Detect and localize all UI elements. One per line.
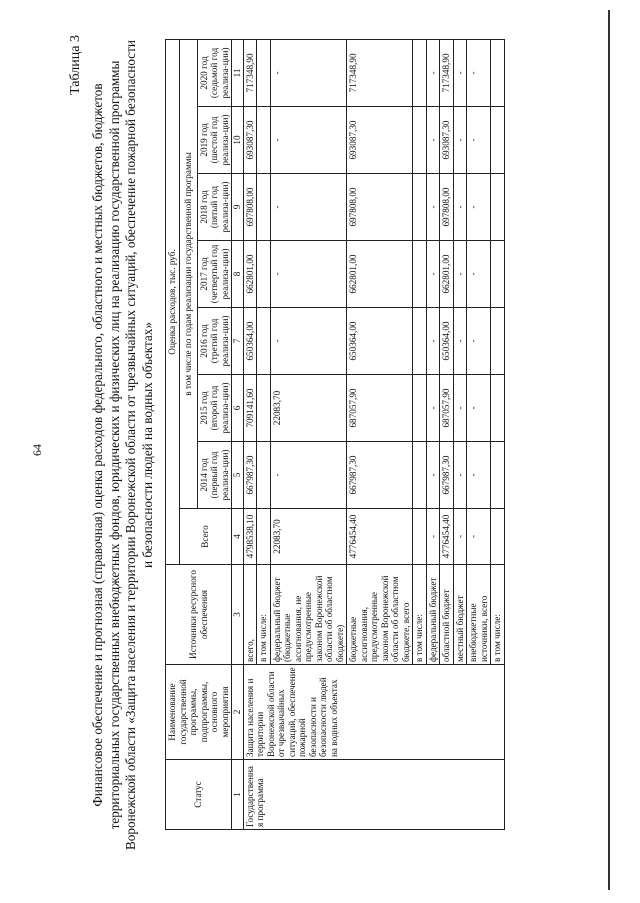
year-value-cell: - xyxy=(467,241,491,308)
program-status-cell: Государственная программа xyxy=(243,760,504,830)
total-value-cell xyxy=(491,509,505,565)
year-value-cell xyxy=(257,442,271,509)
year-value-cell xyxy=(491,375,505,442)
column-number-row xyxy=(232,39,244,829)
year-value-cell xyxy=(257,39,271,106)
year-value-cell: 662801,00 xyxy=(243,241,257,308)
funding-source-cell: федеральный бюджет xyxy=(426,565,440,665)
table-label: Таблица 3 xyxy=(68,35,83,95)
year-value-cell: 717348,90 xyxy=(440,39,454,106)
year-value-cell: 717348,90 xyxy=(243,39,257,106)
program-name-cell: Защита населения и территории Воронежской области от чрезвычайных ситуаций, обеспечение пожарной безопасности и безопасности людей на водных объектах xyxy=(243,665,504,760)
header-year: 2018 год (пятый год реализа-ции) xyxy=(197,174,232,241)
year-value-cell xyxy=(491,174,505,241)
year-value-cell: 667987,30 xyxy=(347,442,413,509)
year-value-cell: - xyxy=(467,442,491,509)
column-number: 6 xyxy=(232,375,244,442)
funding-source-cell: всего, xyxy=(243,565,257,665)
year-value-cell: - xyxy=(426,442,440,509)
year-value-cell: 693087,30 xyxy=(347,107,413,174)
scan-edge-line xyxy=(608,10,610,890)
year-value-cell: - xyxy=(453,107,467,174)
header-sources: Источники ресурсного обеспечения xyxy=(166,565,232,665)
year-value-cell: - xyxy=(453,375,467,442)
funding-source-cell: местный бюджет xyxy=(453,565,467,665)
funding-source-cell: внебюджетные источники, всего xyxy=(467,565,491,665)
header-year: 2015 год (второй год реализа-ции) xyxy=(197,375,232,442)
year-value-cell xyxy=(491,39,505,106)
year-value-cell xyxy=(491,308,505,375)
total-value-cell: - xyxy=(453,509,467,565)
year-value-cell xyxy=(257,174,271,241)
page-number: 64 xyxy=(30,444,44,456)
year-value-cell: 697808,00 xyxy=(440,174,454,241)
header-year: 2017 год (четвертый год реализа-ции) xyxy=(197,241,232,308)
year-value-cell: 697808,00 xyxy=(347,174,413,241)
year-value-cell: 667987,30 xyxy=(243,442,257,509)
column-number: 7 xyxy=(232,308,244,375)
year-value-cell: - xyxy=(467,308,491,375)
year-value-cell: - xyxy=(270,442,347,509)
table-body xyxy=(243,39,504,829)
total-value-cell: - xyxy=(467,509,491,565)
document-title: Финансовое обеспечение и прогнозная (справочная) оценка расходов федерального, областного и местных бюджетов, бюджетов территориальных государственных внебюджетных фондов, юридических и физических лиц на реализацию государственной программы Воронежской области «Защита населения и территории Воронежской области от чрезвычайных ситуаций, обеспечение пожарной безопасности и безопасности людей на водных объектах» xyxy=(90,40,155,850)
year-value-cell xyxy=(491,241,505,308)
column-number: 8 xyxy=(232,241,244,308)
year-value-cell: - xyxy=(426,174,440,241)
year-value-cell xyxy=(491,107,505,174)
year-value-cell: - xyxy=(453,241,467,308)
year-value-cell xyxy=(257,241,271,308)
year-value-cell: 709141,60 xyxy=(243,375,257,442)
year-value-cell xyxy=(413,442,427,509)
column-number: 9 xyxy=(232,174,244,241)
year-value-cell: 662801,00 xyxy=(347,241,413,308)
total-value-cell: 4776454,40 xyxy=(347,509,413,565)
year-value-cell xyxy=(257,308,271,375)
year-value-cell: - xyxy=(453,442,467,509)
column-number: 1 xyxy=(232,760,244,830)
total-value-cell: 4798538,10 xyxy=(243,509,257,565)
column-number: 4 xyxy=(232,509,244,565)
year-value-cell: - xyxy=(270,39,347,106)
year-value-cell: 650364,00 xyxy=(347,308,413,375)
finance-table-wrapper xyxy=(165,40,505,830)
total-value-cell: 4776454,40 xyxy=(440,509,454,565)
funding-source-cell: федеральный бюджет (бюджетные ассигнования, не предусмотренные законом Воронежской области об областном бюджете) xyxy=(270,565,347,665)
year-value-cell: 717348,90 xyxy=(347,39,413,106)
table-row xyxy=(243,39,257,829)
column-number: 10 xyxy=(232,107,244,174)
total-value-cell xyxy=(413,509,427,565)
total-value-cell: 22083,70 xyxy=(270,509,347,565)
total-value-cell: - xyxy=(426,509,440,565)
year-value-cell: - xyxy=(453,308,467,375)
funding-source-cell: в том числе: xyxy=(491,565,505,665)
year-value-cell xyxy=(413,308,427,375)
year-value-cell: - xyxy=(270,308,347,375)
year-value-cell: - xyxy=(426,375,440,442)
year-value-cell: 22083,70 xyxy=(270,375,347,442)
year-value-cell xyxy=(413,39,427,106)
header-year: 2014 год (первый год реализа-ции) xyxy=(197,442,232,509)
year-value-cell: - xyxy=(467,174,491,241)
column-number: 2 xyxy=(232,665,244,760)
year-value-cell xyxy=(257,107,271,174)
column-number: 5 xyxy=(232,442,244,509)
column-number: 11 xyxy=(232,39,244,106)
year-value-cell xyxy=(413,241,427,308)
year-value-cell: 687057,90 xyxy=(347,375,413,442)
year-value-cell: - xyxy=(467,39,491,106)
finance-table xyxy=(165,39,505,830)
year-value-cell: - xyxy=(270,174,347,241)
year-value-cell: - xyxy=(426,107,440,174)
column-number: 3 xyxy=(232,565,244,665)
header-status: Статус xyxy=(166,760,232,830)
year-value-cell: 650364,00 xyxy=(440,308,454,375)
year-value-cell xyxy=(413,174,427,241)
year-value-cell xyxy=(413,107,427,174)
funding-source-cell: в том числе: xyxy=(413,565,427,665)
year-value-cell: - xyxy=(270,107,347,174)
header-estimate: Оценка расходов, тыс. руб. xyxy=(166,39,180,564)
funding-source-cell: бюджетные ассигнования, предусмотренные законом Воронежской области об областном бюджете, всего xyxy=(347,565,413,665)
year-value-cell: 693087,30 xyxy=(243,107,257,174)
year-value-cell: - xyxy=(426,308,440,375)
year-value-cell: - xyxy=(453,39,467,106)
header-year: 2020 год (седьмой год реализа-ции) xyxy=(197,39,232,106)
year-value-cell: - xyxy=(426,241,440,308)
year-value-cell: - xyxy=(426,39,440,106)
year-value-cell: - xyxy=(270,241,347,308)
rotated-page xyxy=(20,10,620,890)
funding-source-cell: в том числе: xyxy=(257,565,271,665)
year-value-cell: - xyxy=(467,107,491,174)
header-name: Наименование государственной программы, подпрограммы, основного мероприятия xyxy=(166,665,232,760)
total-value-cell xyxy=(257,509,271,565)
year-value-cell: 650364,00 xyxy=(243,308,257,375)
year-value-cell: - xyxy=(453,174,467,241)
year-value-cell: 667987,30 xyxy=(440,442,454,509)
header-by-years: в том числе по годам реализации государственной программы xyxy=(179,39,197,508)
header-total: Всего xyxy=(179,509,232,565)
funding-source-cell: областной бюджет xyxy=(440,565,454,665)
year-value-cell xyxy=(491,442,505,509)
year-value-cell: - xyxy=(467,375,491,442)
year-value-cell: 662801,00 xyxy=(440,241,454,308)
year-value-cell: 687057,90 xyxy=(440,375,454,442)
year-value-cell: 693087,30 xyxy=(440,107,454,174)
year-value-cell xyxy=(257,375,271,442)
header-year: 2016 год (третий год реализа-ции) xyxy=(197,308,232,375)
year-value-cell: 697808,00 xyxy=(243,174,257,241)
header-year: 2019 год (шестой год реализа-ции) xyxy=(197,107,232,174)
year-value-cell xyxy=(413,375,427,442)
